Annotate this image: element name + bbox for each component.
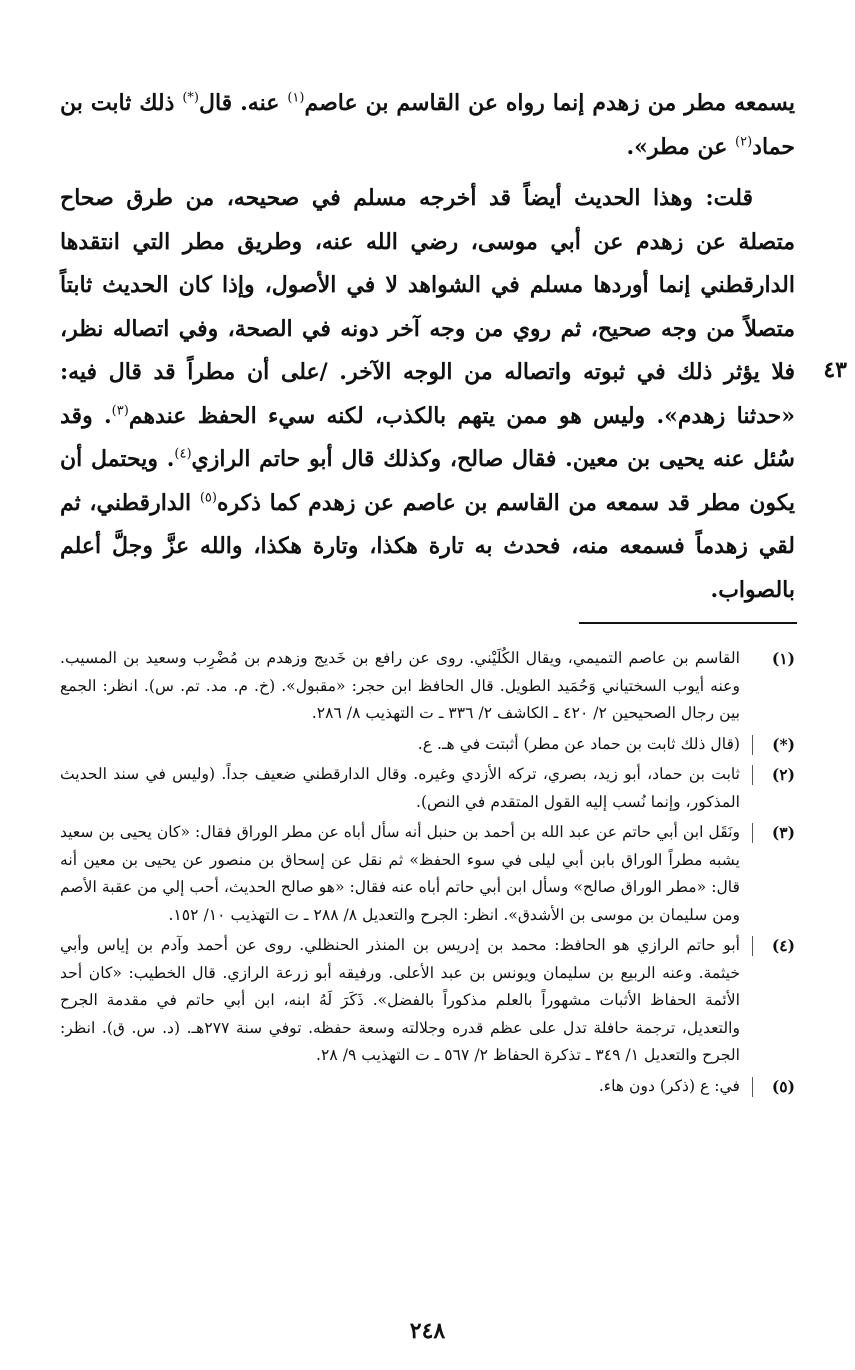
footnote-2: [60, 761, 795, 816]
page-number: ٢٤٨: [409, 1318, 446, 1344]
p1-text-d: عن مطر».: [626, 133, 736, 160]
main-text: [60, 82, 795, 620]
footnote-star: [60, 731, 795, 759]
margin-page-marker: ٤٣: [823, 357, 847, 383]
footnote-3: [60, 819, 795, 929]
footnote-number: (٥): [750, 1073, 795, 1101]
footnote-number: (١): [771, 649, 795, 668]
p2-text-a: قلت: وهذا الحديث أيضاً قد أخرجه مسلم في صحيحه، من طرق صحاح متصلة عن زهدم عن أبي موسى، رضي الله عنه، وطريق مطر التي انتقدها الدارقطني إنما أوردها مسلم في الشواهد لا في الأصول، وإذا كان الحديث ثابتاً متصلاً من وجه صحيح، ثم روي من وجه آخر دونه في الصحة، وفي اتصاله نظر، فلا يؤثر ذلك في ثبوته واتصاله من الوجه الآخر. /على أن مطراً قد قال فيه: «حدثنا زهدم». وليس هو ممن يتهم بالكذب، لكنه سيء الحفظ عندهم: [60, 185, 795, 429]
footnote-divider: [579, 622, 797, 624]
footnote-text: ثابت بن حماد، أبو زيد، بصري، تركه الأزدي وغيره. وقال الدارقطني ضعيف جداً. (وليس في سند الحديث المذكور، وإنما نُسب إليه القول المتقدم في النص).: [60, 765, 740, 811]
footnote-4: [60, 932, 795, 1070]
footnote-ref-star[interactable]: (*): [182, 90, 199, 106]
footnote-number: (٤): [750, 932, 795, 960]
footnote-text: القاسم بن عاصم التميمي، ويقال الكُلَيْني. روى عن رافع بن خَديج وزهدم بن مُضْرِب وسعيد بن المسيب. وعنه أيوب السختياني وَحُمَيد الطويل. قال الحافظ ابن حجر: «مقبول». (خ. م. مد. تم. س). انظر: الجمع بين رجال الصحيحين ٢/ ٤٢٠ ـ الكاشف ٢/ ٣٣٦ ـ ت التهذيب ٨/ ٢٨٦.: [60, 649, 740, 722]
footnote-text: ونَقَل ابن أبي حاتم عن عبد الله بن أحمد بن حنبل أنه سأل أباه عن مطر الوراق فقال: «كان يحيى بن سعيد يشبه مطراً الوراق بابن أبي ليلى في سوء الحفظ» ثم نقل عن إسحاق بن منصور عن يحيى بن معين أنه قال: «مطر الوراق صالح» وسأل ابن أبي حاتم أباه عنه فقال: «هو صالح الحديث، أحب إلي من عقبة الأصم ومن سليمان بن موسى بن الأشدق». انظر: الجرح والتعديل ٨/ ٢٨٨ ـ ت التهذيب ١٠/ ١٥٢.: [60, 823, 740, 924]
footnote-ref-3[interactable]: (٣): [111, 403, 129, 419]
p1-text-b: عنه. قال: [198, 90, 288, 116]
footnote-ref-5[interactable]: (٥): [199, 490, 217, 506]
footnotes: [60, 645, 795, 1103]
footnote-text: (قال ذلك ثابت بن حماد عن مطر) أثبتت في هـ. ع.: [417, 734, 740, 753]
main-paragraph-2: [60, 177, 795, 612]
footnote-ref-4[interactable]: (٤): [174, 446, 192, 462]
footnote-1: [60, 645, 795, 728]
p2-text-d: الدارقطني، ثم لقي زهدماً فسمعه منه، فحدث به تارة هكذا، وتارة هكذا، والله عزَّ وجلَّ أعلم بالصواب.: [60, 489, 795, 603]
p1-text-a: يسمعه مطر من زهدم إنما رواه عن القاسم بن عاصم: [304, 90, 795, 116]
footnote-5: [60, 1073, 795, 1101]
footnote-number: (٢): [750, 761, 795, 789]
p1-text-c: ذلك ثابت بن حماد: [60, 90, 795, 160]
footnote-text: أبو حاتم الرازي هو الحافظ: محمد بن إدريس بن المنذر الحنظلي. روى عن أحمد وآدم بن إياس وأبي خيثمة. وعنه الربيع بن سليمان ويونس بن عبد الأعلى. ورفيقه أبو زرعة الرازي. قال الخطيب: «كان أحد الأئمة الحفاظ الأثبات مشهوراً بالعلم مذكوراً بالفضل». ذَكَرَ لَهُ ابنه، ابن أبي حاتم في مقدمة الجرح والتعديل، ترجمة حافلة تدل على عظم قدره وجلالته وسعة حفظه. توفي سنة ٢٧٧هـ. (د. س. ق). انظر: الجرح والتعديل ١/ ٣٤٩ ـ تذكرة الحفاظ ٢/ ٥٦٧ ـ ت التهذيب ٩/ ٢٨.: [60, 936, 740, 1064]
footnote-ref-1[interactable]: (١): [287, 90, 305, 106]
footnote-number: (٣): [750, 819, 795, 847]
p2-text-c: . ويحتمل أن يكون مطر قد سمعه من القاسم بن عاصم عن زهدم كما ذكره: [60, 446, 795, 516]
footnote-number: (*): [750, 731, 795, 759]
footnote-text: في: ع (ذكر) دون هاء.: [598, 1076, 740, 1095]
main-paragraph-1: [60, 82, 795, 169]
footnote-ref-2[interactable]: (٢): [735, 134, 753, 150]
p2-text-b: . وقد سُئل عنه يحيى بن معين. فقال صالح، وكذلك قال أبو حاتم الرازي: [60, 402, 795, 472]
